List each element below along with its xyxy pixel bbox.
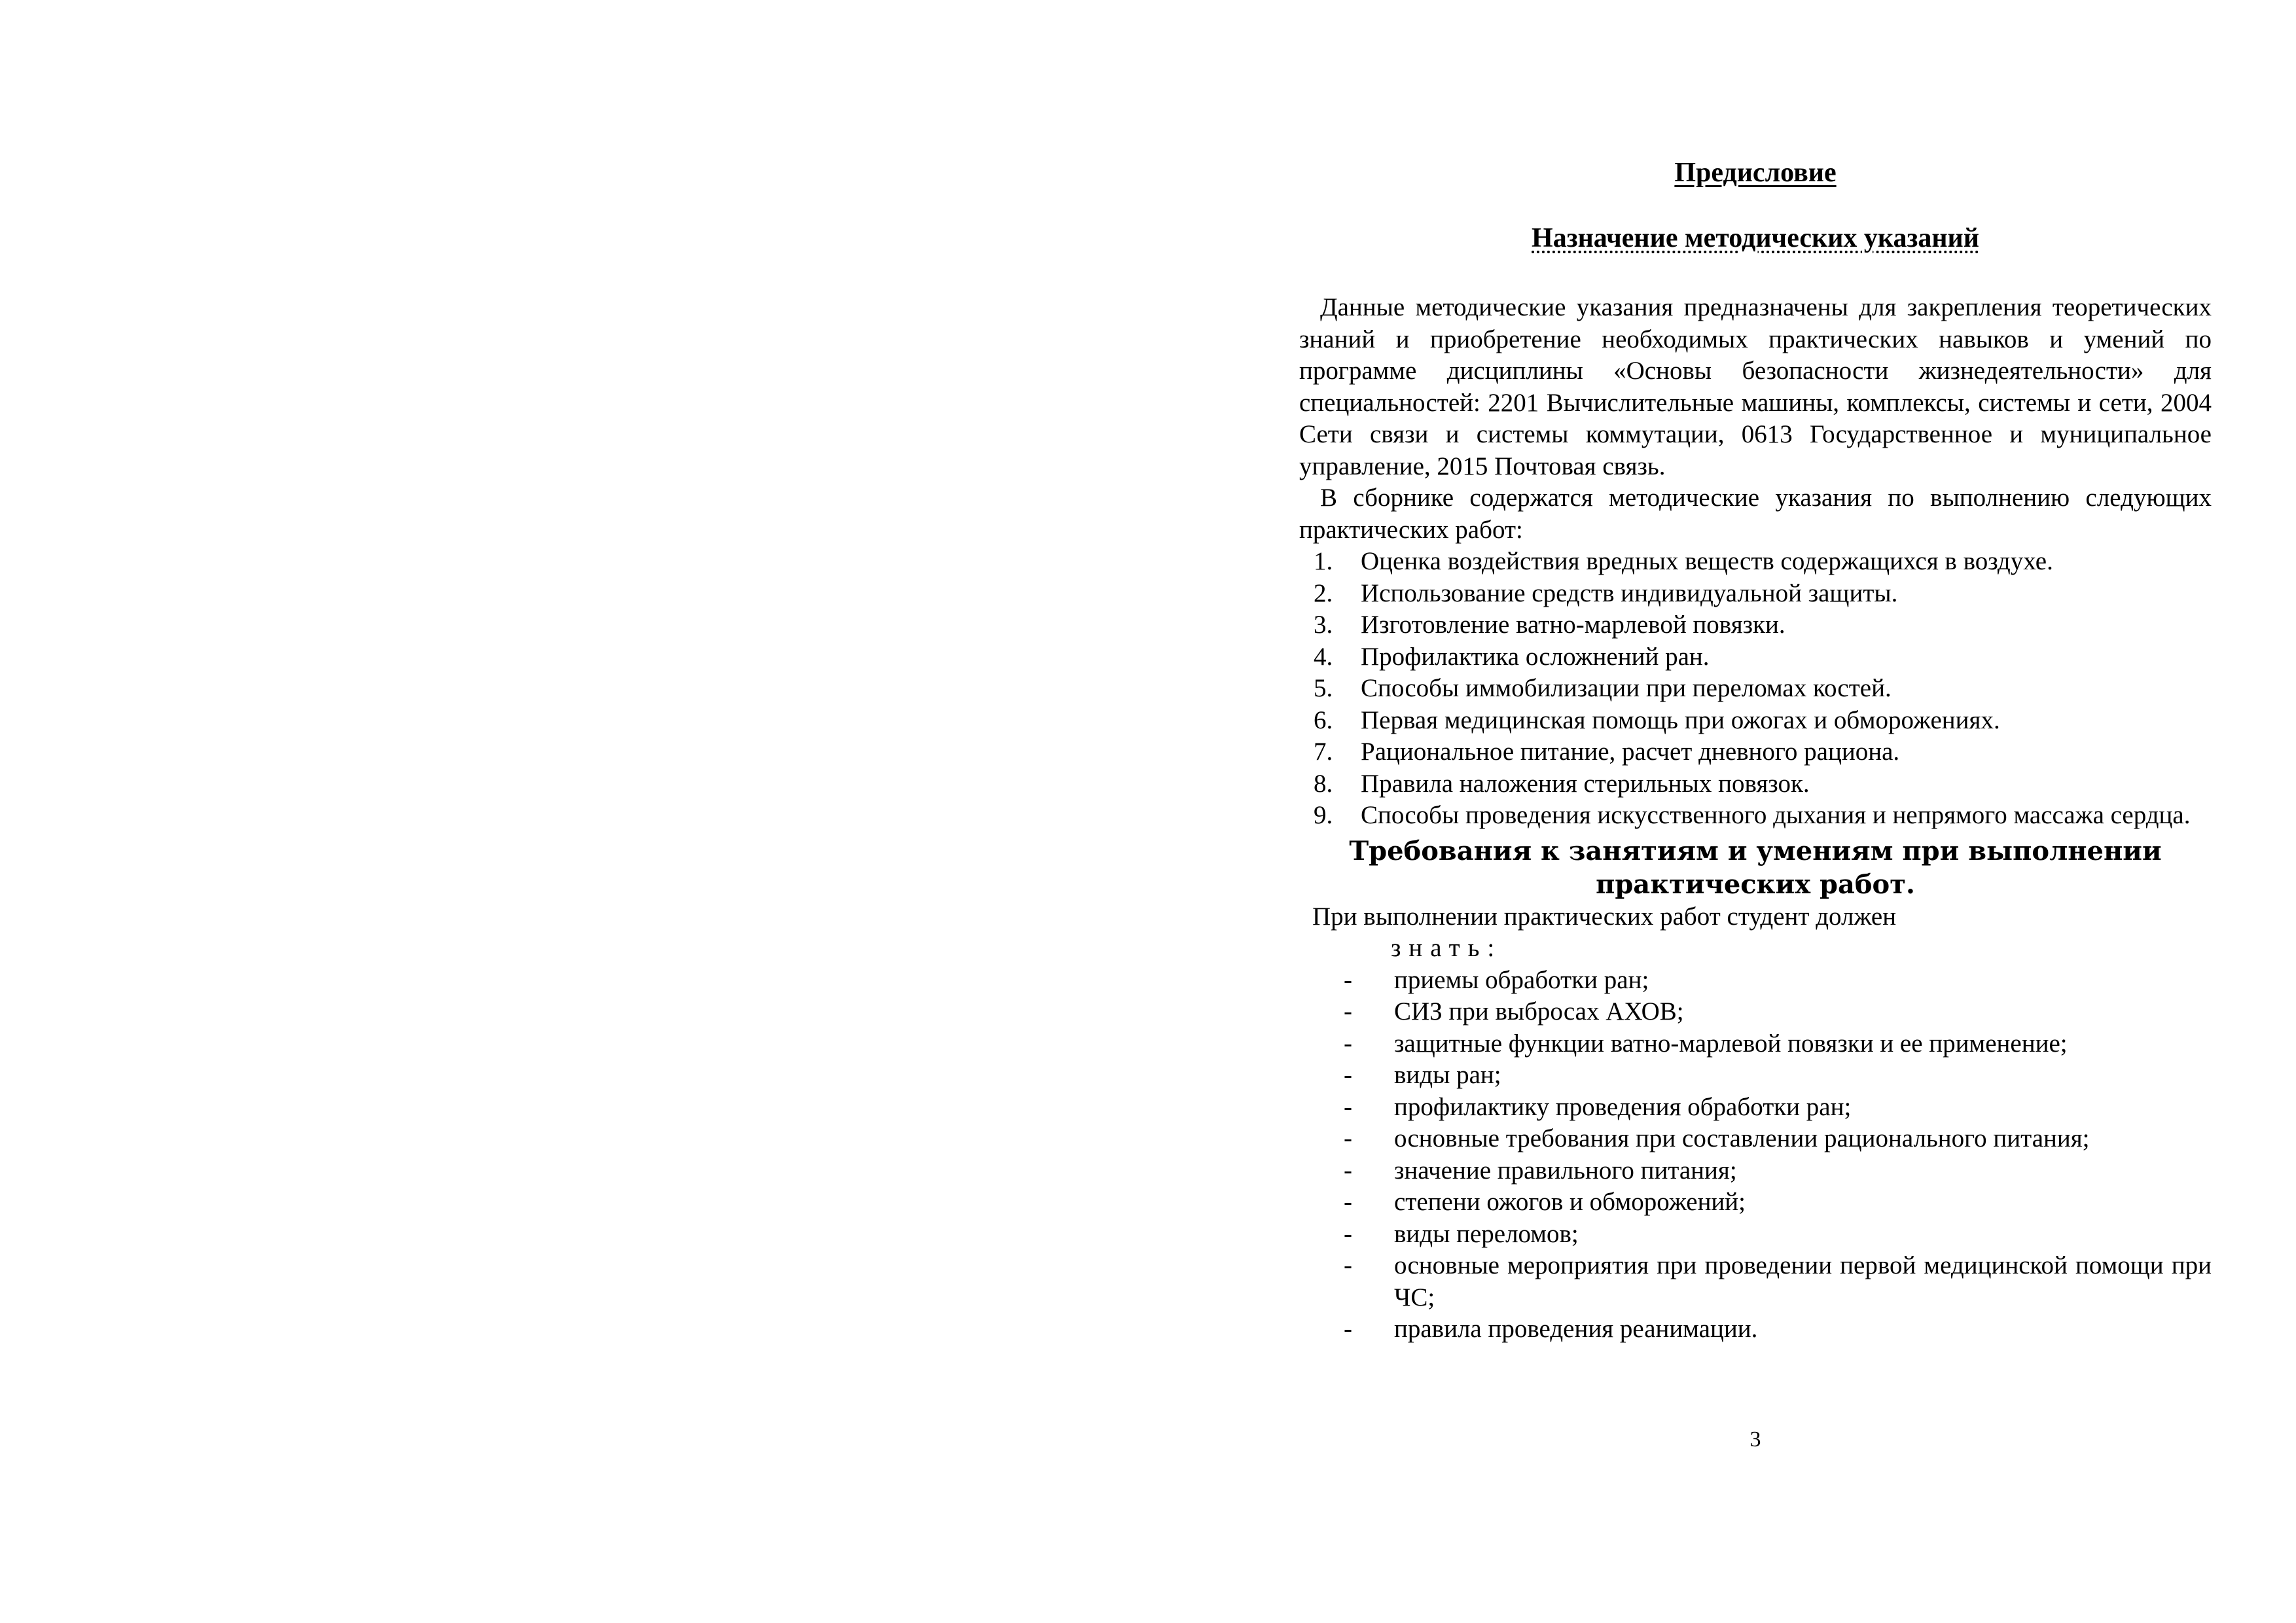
- list-item-number: 3.: [1314, 611, 1333, 639]
- dash-marker: -: [1344, 1315, 1352, 1343]
- dash-marker: -: [1344, 1219, 1352, 1248]
- list-item-text: виды ран;: [1394, 1061, 1501, 1089]
- list-item-text: защитные функции ватно-марлевой повязки и ее применение;: [1394, 1029, 2068, 1058]
- list-item: [1299, 1092, 2212, 1124]
- requirements-intro: При выполнении практических работ студент должен: [1312, 902, 1897, 931]
- dash-marker: -: [1344, 1188, 1352, 1216]
- page-number: 3: [1749, 1427, 1761, 1452]
- list-item-text: значение правильного питания;: [1394, 1156, 1737, 1185]
- know-label: знать:: [1391, 934, 1503, 962]
- list-item-number: 9.: [1314, 801, 1333, 829]
- list-item-number: 2.: [1314, 579, 1333, 607]
- list-item-text: приемы обработки ран;: [1394, 965, 1649, 994]
- body-text: [1299, 292, 2212, 1346]
- list-item-text: правила проведения реанимации.: [1394, 1315, 1758, 1343]
- list-item-text: Оценка воздействия вредных веществ содержащихся в воздухе.: [1361, 547, 2053, 575]
- list-item-text: профилактику проведения обработки ран;: [1394, 1092, 1852, 1121]
- list-item-number: 8.: [1314, 769, 1333, 798]
- list-item-text: Рациональное питание, расчет дневного рациона.: [1361, 738, 1900, 766]
- list-item-number: 4.: [1314, 642, 1333, 671]
- list-item: [1299, 1250, 2212, 1313]
- list-item: [1299, 641, 2212, 673]
- list-item-text: степени ожогов и обморожений;: [1394, 1188, 1746, 1216]
- knowledge-list: [1299, 965, 2212, 1346]
- list-item-text: Первая медицинская помощь при ожогах и обморожениях.: [1361, 705, 2000, 734]
- list-item-number: 1.: [1314, 547, 1333, 575]
- list-item-text: СИЗ при выбросах АХОВ;: [1394, 997, 1684, 1026]
- list-item-text: виды переломов;: [1394, 1219, 1579, 1248]
- practical-works-list: [1299, 546, 2212, 832]
- list-item: [1299, 1219, 2212, 1251]
- dash-marker: -: [1344, 1029, 1352, 1058]
- list-item-number: 5.: [1314, 674, 1333, 702]
- list-item: [1299, 1028, 2212, 1060]
- dash-marker: -: [1344, 1124, 1352, 1152]
- list-item-number: 7.: [1314, 738, 1333, 766]
- page-title: Предисловие: [1674, 158, 1837, 188]
- list-item-text: Изготовление ватно-марлевой повязки.: [1361, 611, 1785, 639]
- dash-marker: -: [1344, 965, 1352, 994]
- collection-paragraph: В сборнике содержатся методические указания по выполнению следующих практических работ:: [1299, 484, 2212, 544]
- requirements-heading: [1299, 834, 2212, 901]
- list-item: [1299, 578, 2212, 610]
- dash-marker: -: [1344, 1092, 1352, 1121]
- requirements-heading-line-1: Требования к занятиям и умениям при выполнении: [1349, 835, 2162, 866]
- document-page: [1299, 0, 2212, 1623]
- list-item: [1299, 996, 2212, 1028]
- list-item: [1299, 1123, 2212, 1155]
- list-item: [1299, 1186, 2212, 1219]
- list-item: [1299, 609, 2212, 641]
- list-item-number: 6.: [1314, 705, 1333, 734]
- page-subtitle: Назначение методических указаний: [1532, 223, 1979, 253]
- dash-marker: -: [1344, 997, 1352, 1026]
- list-item-text: Использование средств индивидуальной защиты.: [1361, 579, 1898, 607]
- dash-marker: -: [1344, 1251, 1352, 1279]
- list-item-text: Способы иммобилизации при переломах костей.: [1361, 674, 1892, 702]
- intro-paragraph: Данные методические указания предназначены для закрепления теоретических знаний и приобретение необходимых практических навыков и умений по программе дисциплины «Основы безопасности жизнедеятельности» для специальностей: 2201 Вычислительные машины, комплексы, системы и сети, 2004 Сети связи и системы коммутации, 0613 Государственное и муниципальное управление, 2015 Почтовая связь.: [1299, 293, 2212, 480]
- list-item: [1299, 768, 2212, 800]
- dash-marker: -: [1344, 1061, 1352, 1089]
- list-item: [1299, 1060, 2212, 1092]
- list-item: [1299, 965, 2212, 997]
- dash-marker: -: [1344, 1156, 1352, 1185]
- list-item: [1299, 673, 2212, 705]
- list-item-text: Способы проведения искусственного дыхания и непрямого массажа сердца.: [1361, 801, 2191, 829]
- list-item: [1299, 546, 2212, 578]
- list-item: [1299, 705, 2212, 737]
- list-item-text: Правила наложения стерильных повязок.: [1361, 769, 1810, 798]
- list-item-text: основные мероприятия при проведении первой медицинской помощи при ЧС;: [1394, 1251, 2212, 1311]
- list-item: [1299, 736, 2212, 768]
- list-item: [1299, 1155, 2212, 1187]
- list-item-text: Профилактика осложнений ран.: [1361, 642, 1710, 671]
- list-item: [1299, 1313, 2212, 1346]
- list-item: [1299, 800, 2212, 832]
- requirements-heading-line-2: практических работ.: [1596, 868, 1915, 900]
- list-item-text: основные требования при составлении рационального питания;: [1394, 1124, 2090, 1152]
